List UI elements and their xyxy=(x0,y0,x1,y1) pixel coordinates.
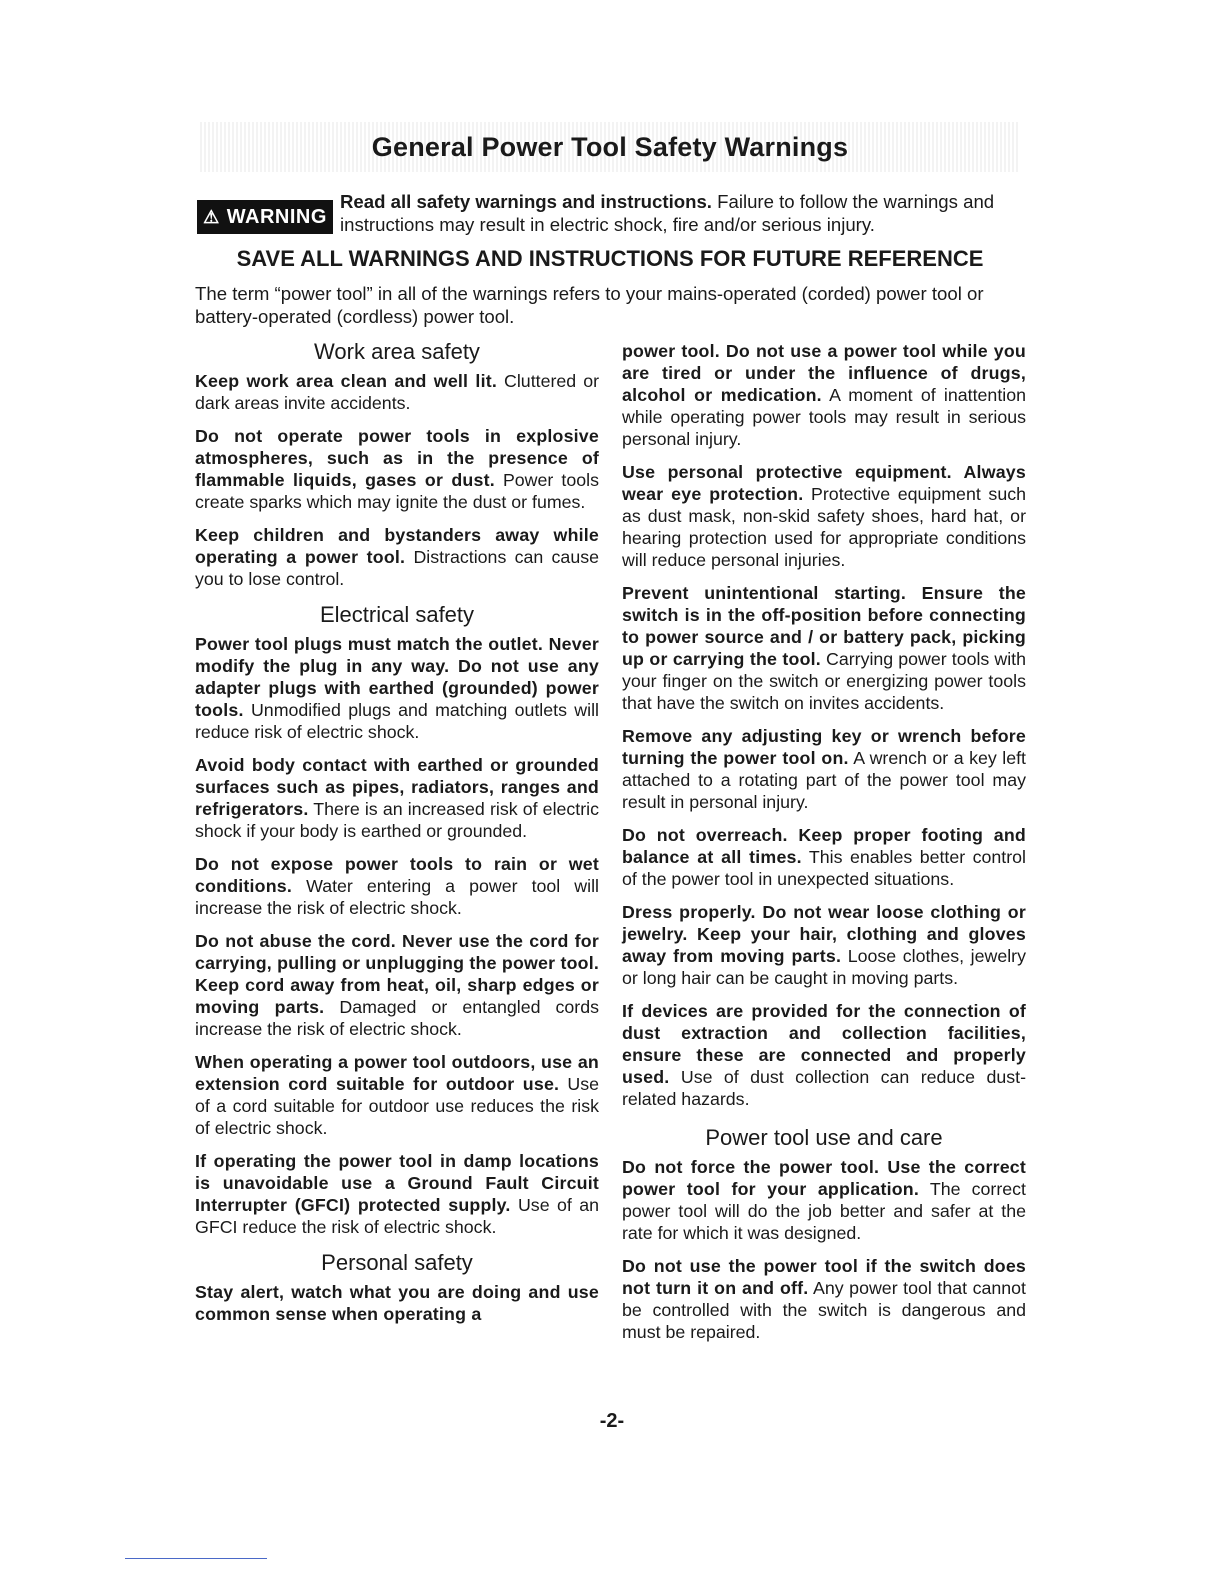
item-text: Protective equipment such as dust mask, non-skid safety shoes, hard hat, or hearing protection used for appropriate conditions will reduce personal injuries. xyxy=(622,484,1026,570)
electrical-item xyxy=(195,930,599,1040)
personal-item xyxy=(622,725,1026,813)
item-bold: If devices are provided for the connection of dust extraction and collection facilities, ensure these are connected and properly used. xyxy=(622,1001,1026,1087)
item-bold: Keep children and bystanders away while operating a power tool. xyxy=(195,525,599,567)
personal-item xyxy=(622,824,1026,890)
electrical-item xyxy=(195,633,599,743)
save-all-heading: SAVE ALL WARNINGS AND INSTRUCTIONS FOR FUTURE REFERENCE xyxy=(236,246,984,271)
personal-item xyxy=(622,1000,1026,1110)
personal-heading: Personal safety xyxy=(321,1250,473,1275)
warning-body: Failure to follow the warnings and instructions may result in electric shock, fire and/or serious injury. xyxy=(340,191,995,235)
footer-rule xyxy=(125,1558,267,1559)
item-text: Use of dust collection can reduce dust-related hazards. xyxy=(622,1067,1026,1109)
item-bold: Do not overreach. Keep proper footing and balance at all times. xyxy=(622,825,1026,867)
item-text: Loose clothes, jewelry or long hair can be caught in moving parts. xyxy=(622,946,1026,988)
item-text: The correct power tool will do the job better and safer at the rate for which it was designed. xyxy=(622,1179,1026,1243)
work-area-item xyxy=(195,524,599,590)
item-text: Cluttered or dark areas invite accidents. xyxy=(195,371,600,413)
power-tool-use-heading: Power tool use and care xyxy=(705,1125,943,1150)
page-number: -2- xyxy=(599,1410,625,1432)
item-bold: Stay alert, watch what you are doing and use common sense when operating a xyxy=(195,1282,599,1324)
electrical-heading: Electrical safety xyxy=(319,602,475,627)
item-bold: Do not force the power tool. Use the correct power tool for your application. xyxy=(622,1157,1026,1199)
personal-item xyxy=(622,461,1026,571)
item-text: This enables better control of the power tool in unexpected situations. xyxy=(622,847,1026,889)
item-text: Power tools create sparks which may ignite the dust or fumes. xyxy=(195,470,599,512)
warning-badge xyxy=(197,200,333,234)
item-text: Use of a cord suitable for outdoor use reduces the risk of electric shock. xyxy=(195,1074,600,1138)
item-bold: Prevent unintentional starting. Ensure the switch is in the off-position before connecting to power source and / or battery pack, picking up or carrying the tool. xyxy=(622,583,1026,669)
item-bold: Do not abuse the cord. Never use the cord for carrying, pulling or unplugging the power tool. Keep cord away from heat, oil, sharp edges or moving parts. xyxy=(195,931,599,1017)
electrical-item xyxy=(195,1150,599,1238)
right-column xyxy=(622,338,1026,1354)
warning-lead: Read all safety warnings and instructions. xyxy=(340,191,712,212)
item-text: Unmodified plugs and matching outlets will reduce risk of electric shock. xyxy=(195,700,599,742)
item-bold: Do not operate power tools in explosive atmospheres, such as in the presence of flammable liquids, gases or dust. xyxy=(195,426,599,490)
warning-text xyxy=(340,190,1023,236)
item-text: Damaged or entangled cords increase the risk of electric shock. xyxy=(195,997,599,1039)
personal-item xyxy=(622,901,1026,989)
item-text: A moment of inattention while operating power tools may result in serious personal injury. xyxy=(622,385,1026,449)
power-tool-use-item xyxy=(622,1156,1026,1244)
item-bold: Use personal protective equipment. Always wear eye protection. xyxy=(622,462,1026,504)
item-text: Carrying power tools with your finger on the switch or energizing power tools that have the switch on invites accidents. xyxy=(622,649,1026,713)
work-area-item xyxy=(195,370,599,414)
item-text: Distractions can cause you to lose control. xyxy=(195,547,599,589)
personal-item-start xyxy=(195,1281,599,1325)
intro-paragraph: The term “power tool” in all of the warnings refers to your mains-operated (corded) power tool or battery-operated (cordless) power tool. xyxy=(195,283,984,327)
warning-badge-label: WARNING xyxy=(226,205,327,228)
page-title-banner xyxy=(200,122,1020,172)
item-bold: Do not expose power tools to rain or wet conditions. xyxy=(195,854,599,896)
item-bold: Do not use the power tool if the switch does not turn it on and off. xyxy=(622,1256,1026,1298)
item-bold: If operating the power tool in damp locations is unavoidable use a Ground Fault Circuit Interrupter (GFCI) protected supply. xyxy=(195,1151,599,1215)
page-title: General Power Tool Safety Warnings xyxy=(371,131,849,162)
item-text: Use of an GFCI reduce the risk of electric shock. xyxy=(195,1195,599,1237)
item-text: There is an increased risk of electric shock if your body is earthed or grounded. xyxy=(195,799,599,841)
item-text: Water entering a power tool will increase the risk of electric shock. xyxy=(195,876,599,918)
item-bold: Keep work area clean and well lit. xyxy=(195,371,497,391)
item-bold: When operating a power tool outdoors, use an extension cord suitable for outdoor use. xyxy=(195,1052,599,1094)
personal-item-continued xyxy=(622,340,1026,450)
item-text: Any power tool that cannot be controlled with the switch is dangerous and must be repaired. xyxy=(622,1278,1026,1342)
item-text: A wrench or a key left attached to a rotating part of the power tool may result in personal injury. xyxy=(622,748,1026,812)
item-bold: Avoid body contact with earthed or grounded surfaces such as pipes, radiators, ranges and refrigerators. xyxy=(195,755,599,819)
left-column xyxy=(195,338,599,1336)
electrical-item xyxy=(195,1051,599,1139)
item-bold: Remove any adjusting key or wrench before turning the power tool on. xyxy=(622,726,1026,768)
power-tool-use-item xyxy=(622,1255,1026,1343)
work-area-heading: Work area safety xyxy=(314,339,480,364)
electrical-item xyxy=(195,853,599,919)
personal-item xyxy=(622,582,1026,714)
work-area-item xyxy=(195,425,599,513)
item-bold: Power tool plugs must match the outlet. Never modify the plug in any way. Do not use any adapter plugs with earthed (grounded) power tools. xyxy=(195,634,599,720)
warning-block xyxy=(197,190,1023,238)
electrical-item xyxy=(195,754,599,842)
item-bold: power tool. Do not use a power tool while you are tired or under the influence of drugs, alcohol or medication. xyxy=(622,341,1026,405)
warning-triangle-icon: ⚠ xyxy=(203,206,220,227)
item-bold: Dress properly. Do not wear loose clothing or jewelry. Keep your hair, clothing and gloves away from moving parts. xyxy=(622,902,1026,966)
